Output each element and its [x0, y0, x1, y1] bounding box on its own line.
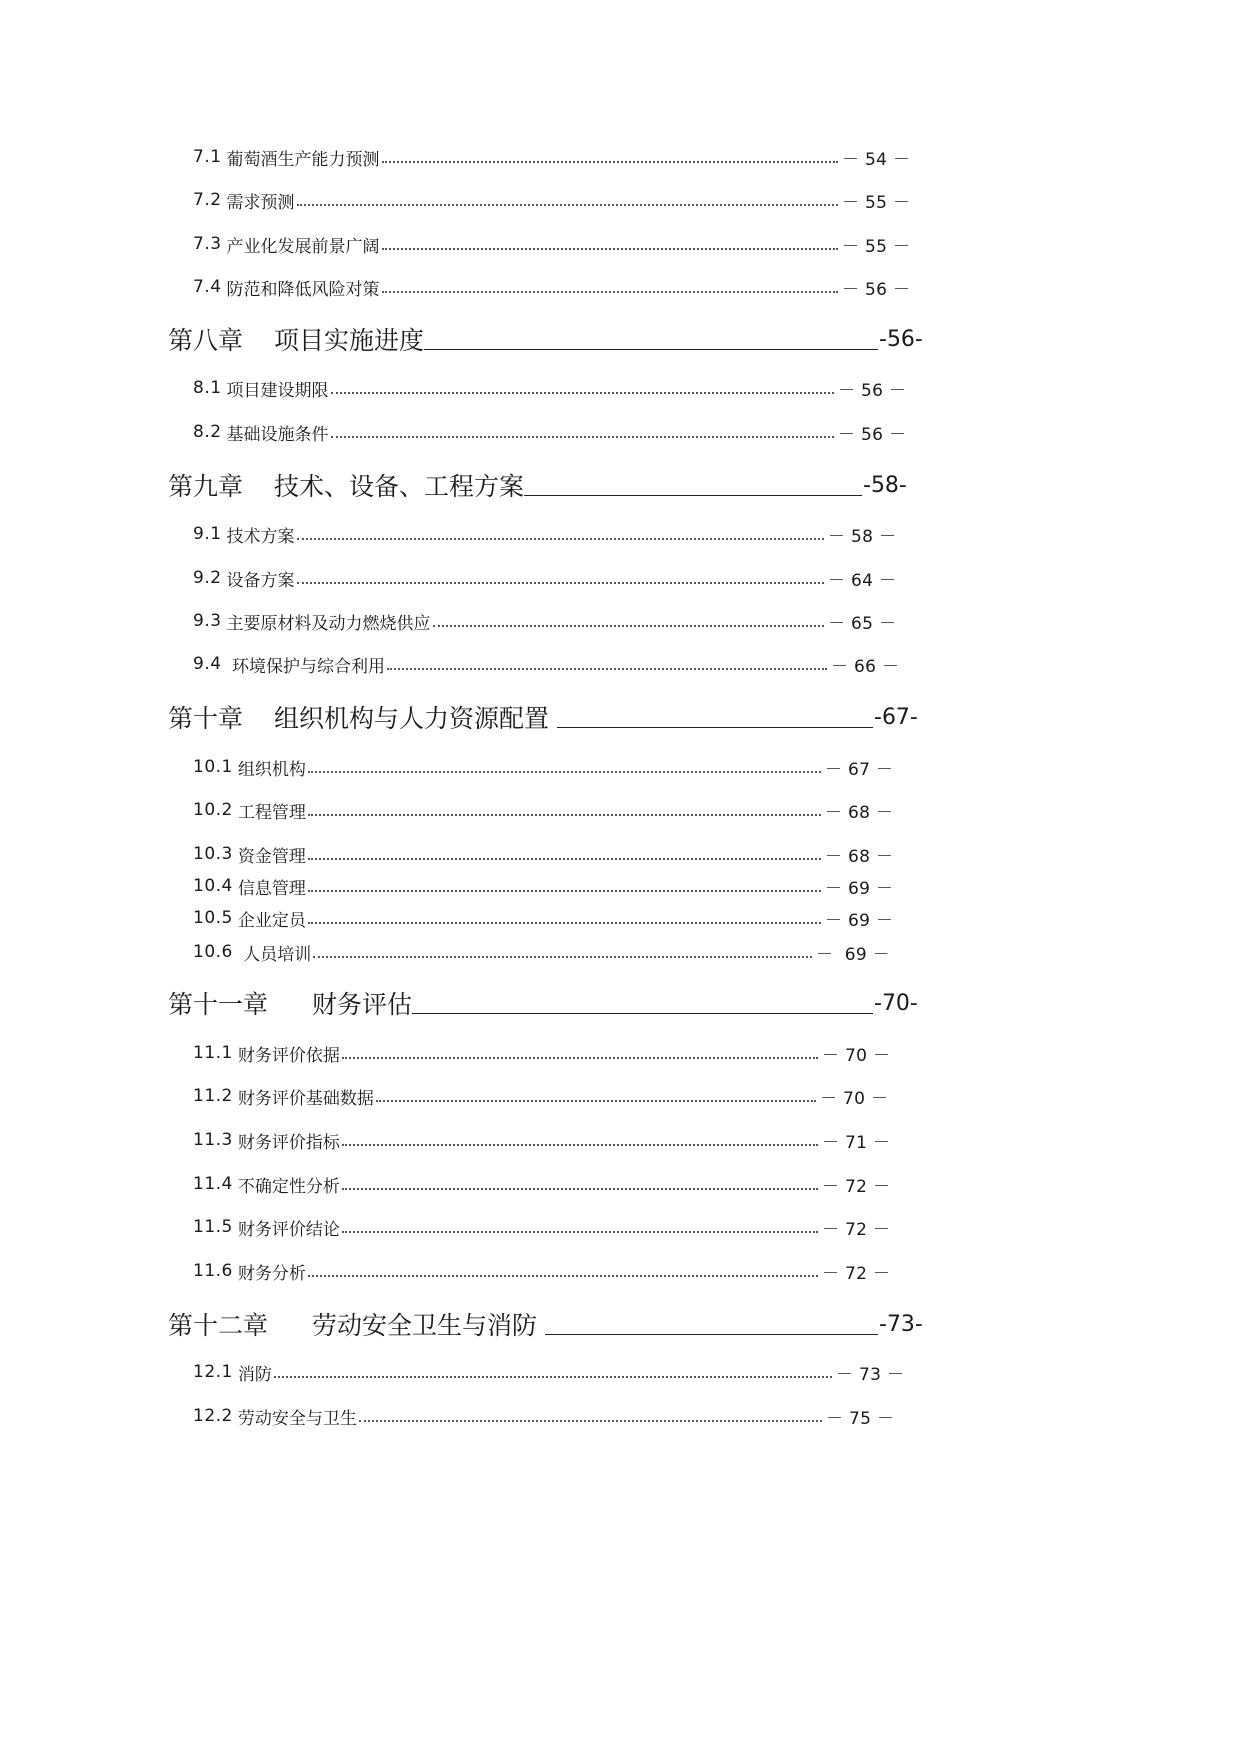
- page-number: － 65 －: [828, 613, 897, 634]
- toc-section-entry[interactable]: [0, 1404, 1241, 1428]
- section-title: 企业定员: [237, 910, 306, 931]
- page-number: － 64 －: [828, 570, 897, 591]
- toc-section-entry[interactable]: [0, 940, 1241, 964]
- section-title: 需求预测: [226, 192, 295, 213]
- section-number: 7.2: [193, 190, 222, 210]
- section-title: 产业化发展前景广阔: [226, 236, 380, 257]
- chapter-label: 第十二章: [168, 1311, 269, 1340]
- dot-leader: [297, 566, 824, 590]
- section-number: 9.4: [193, 654, 222, 674]
- section-title: 工程管理: [237, 802, 306, 823]
- section-title: 葡萄酒生产能力预测: [226, 149, 380, 170]
- page-number: -67-: [874, 704, 918, 730]
- toc-section-entry[interactable]: [0, 798, 1241, 822]
- dot-leader: [331, 420, 834, 444]
- toc-chapter-entry[interactable]: [0, 985, 1241, 1021]
- dot-leader: [308, 874, 821, 898]
- dot-leader: [308, 906, 821, 930]
- section-number: 8.2: [193, 422, 222, 442]
- section-number: 7.3: [193, 234, 222, 254]
- page-number: -58-: [863, 472, 907, 498]
- page-number: － 69 －: [825, 878, 894, 899]
- section-number: 7.1: [193, 147, 222, 167]
- section-number: 11.5: [193, 1217, 233, 1237]
- leader-line: [545, 1307, 878, 1341]
- section-title: 技术方案: [226, 526, 295, 547]
- dot-leader: [331, 376, 834, 400]
- page-number: -73-: [879, 1311, 923, 1337]
- page-number: － 75 －: [826, 1408, 895, 1429]
- dot-leader: [297, 188, 838, 212]
- toc-section-entry[interactable]: [0, 1360, 1241, 1384]
- toc-section-entry[interactable]: [0, 755, 1241, 779]
- section-title: 资金管理: [237, 846, 306, 867]
- page-number: － 71 －: [822, 1132, 891, 1153]
- toc-section-entry[interactable]: [0, 376, 1241, 400]
- chapter-label: 第九章: [168, 472, 244, 501]
- section-number: 10.1: [193, 757, 233, 777]
- leader-line: [557, 700, 873, 734]
- page-number: -70-: [874, 990, 918, 1016]
- leader-line: [524, 468, 862, 502]
- section-title: 财务评价依据: [237, 1045, 340, 1066]
- page-number: － 67 －: [825, 759, 894, 780]
- chapter-title: 财务评估: [312, 990, 413, 1019]
- page-number: － 70 －: [822, 1045, 891, 1066]
- section-title: 人员培训: [237, 944, 312, 965]
- chapter-title: 项目实施进度: [274, 326, 425, 355]
- section-title: 劳动安全与卫生: [237, 1408, 357, 1429]
- section-number: 11.1: [193, 1043, 233, 1063]
- toc-section-entry[interactable]: [0, 566, 1241, 590]
- toc-section-entry[interactable]: [0, 874, 1241, 898]
- section-number: 10.2: [193, 800, 233, 820]
- section-number: 9.2: [193, 568, 222, 588]
- toc-section-entry[interactable]: [0, 1259, 1241, 1283]
- dot-leader: [433, 609, 824, 633]
- dot-leader: [313, 940, 812, 964]
- section-number: 10.6: [193, 942, 233, 962]
- dot-leader: [308, 842, 821, 866]
- toc-section-entry[interactable]: [0, 420, 1241, 444]
- section-title: 组织机构: [237, 759, 306, 780]
- page-number: － 69 －: [825, 910, 894, 931]
- section-number: 11.3: [193, 1130, 233, 1150]
- dot-leader: [308, 755, 821, 779]
- toc-section-entry[interactable]: [0, 145, 1241, 169]
- page-number: － 56 －: [842, 279, 911, 300]
- page-number: － 70 －: [820, 1088, 889, 1109]
- page-number: － 72 －: [822, 1219, 891, 1240]
- section-title: 基础设施条件: [226, 424, 329, 445]
- page-number: － 68 －: [825, 802, 894, 823]
- toc-chapter-entry[interactable]: [0, 467, 1241, 503]
- toc-section-entry[interactable]: [0, 188, 1241, 212]
- dot-leader: [376, 1084, 816, 1108]
- leader-line: [424, 322, 878, 356]
- section-title: 不确定性分析: [237, 1176, 340, 1197]
- section-title: 财务评价指标: [237, 1132, 340, 1153]
- dot-leader: [274, 1360, 832, 1384]
- page-number: － 56 －: [838, 424, 907, 445]
- toc-section-entry[interactable]: [0, 1128, 1241, 1152]
- dot-leader: [342, 1215, 818, 1239]
- section-number: 7.4: [193, 277, 222, 297]
- section-number: 12.1: [193, 1362, 233, 1382]
- page-number: － 66 －: [831, 656, 900, 677]
- section-title: 财务评价结论: [237, 1219, 340, 1240]
- dot-leader: [382, 275, 838, 299]
- section-number: 10.4: [193, 876, 233, 896]
- dot-leader: [359, 1404, 822, 1428]
- toc-section-entry[interactable]: [0, 1041, 1241, 1065]
- chapter-label: 第十一章: [168, 990, 269, 1019]
- toc-section-entry[interactable]: [0, 1172, 1241, 1196]
- page-number: － 69 －: [816, 944, 890, 965]
- section-number: 9.1: [193, 524, 222, 544]
- dot-leader: [308, 798, 821, 822]
- toc-chapter-entry[interactable]: [0, 321, 1241, 357]
- dot-leader: [342, 1172, 818, 1196]
- dot-leader: [308, 1259, 818, 1283]
- section-number: 8.1: [193, 378, 222, 398]
- dot-leader: [382, 232, 838, 256]
- section-number: 12.2: [193, 1406, 233, 1426]
- chapter-title: 技术、设备、工程方案: [274, 472, 525, 501]
- section-number: 10.5: [193, 908, 233, 928]
- page-number: － 73 －: [836, 1364, 905, 1385]
- dot-leader: [342, 1128, 818, 1152]
- toc-chapter-entry[interactable]: [0, 1306, 1241, 1342]
- section-title: 财务评价基础数据: [237, 1088, 374, 1109]
- page-number: － 72 －: [822, 1176, 891, 1197]
- page-number: -56-: [879, 326, 923, 352]
- toc-section-entry[interactable]: [0, 522, 1241, 546]
- section-number: 11.6: [193, 1261, 233, 1281]
- dot-leader: [297, 522, 824, 546]
- section-title: 主要原材料及动力燃烧供应: [226, 613, 431, 634]
- page-number: － 58 －: [828, 526, 897, 547]
- section-title: 消防: [237, 1364, 272, 1385]
- dot-leader: [382, 145, 838, 169]
- dot-leader: [387, 652, 827, 676]
- chapter-label: 第十章: [168, 704, 244, 733]
- section-title: 财务分析: [237, 1263, 306, 1284]
- page-number: － 56 －: [838, 380, 907, 401]
- toc-section-entry[interactable]: [0, 906, 1241, 930]
- chapter-title: 劳动安全卫生与消防: [312, 1311, 545, 1340]
- section-number: 11.4: [193, 1174, 233, 1194]
- section-title: 防范和降低风险对策: [226, 279, 380, 300]
- section-title: 项目建设期限: [226, 380, 329, 401]
- page-number: － 68 －: [825, 846, 894, 867]
- dot-leader: [342, 1041, 818, 1065]
- toc-section-entry[interactable]: [0, 652, 1241, 676]
- page-number: － 72 －: [822, 1263, 891, 1284]
- chapter-label: 第八章: [168, 326, 244, 355]
- toc-section-entry[interactable]: [0, 1084, 1241, 1108]
- section-number: 9.3: [193, 611, 222, 631]
- leader-line: [412, 986, 873, 1020]
- toc-chapter-entry[interactable]: [0, 699, 1241, 735]
- section-title: 环境保护与综合利用: [226, 656, 385, 677]
- section-number: 10.3: [193, 844, 233, 864]
- page-number: － 55 －: [842, 192, 911, 213]
- chapter-title: 组织机构与人力资源配置: [274, 704, 557, 733]
- section-title: 设备方案: [226, 570, 295, 591]
- toc-section-entry[interactable]: [0, 842, 1241, 866]
- page-number: － 54 －: [842, 149, 911, 170]
- section-title: 信息管理: [237, 878, 306, 899]
- toc-section-entry[interactable]: [0, 1215, 1241, 1239]
- toc-section-entry[interactable]: [0, 232, 1241, 256]
- section-number: 11.2: [193, 1086, 233, 1106]
- toc-section-entry[interactable]: [0, 275, 1241, 299]
- page-number: － 55 －: [842, 236, 911, 257]
- toc-section-entry[interactable]: [0, 609, 1241, 633]
